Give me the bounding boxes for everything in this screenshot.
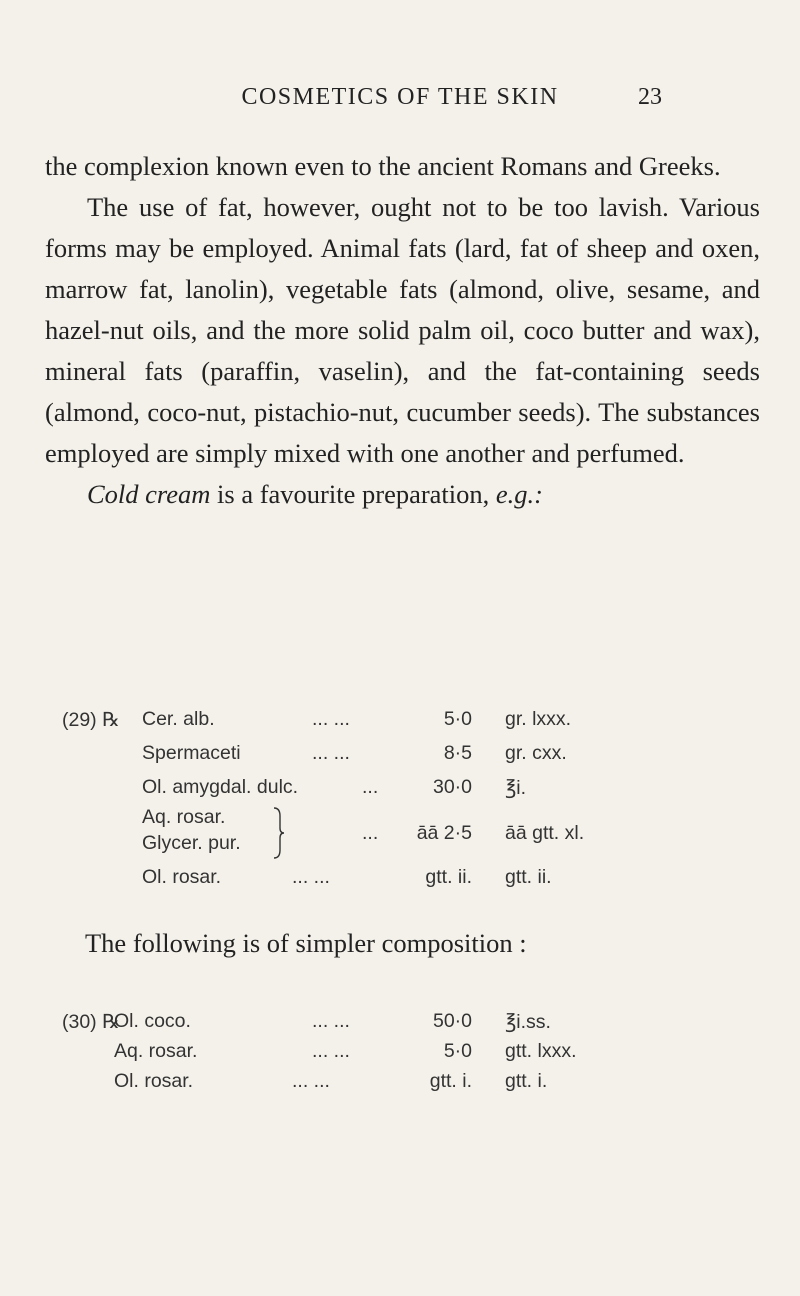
dot-leader: ... ... (312, 708, 350, 730)
apothecary-amount: gr. cxx. (505, 742, 567, 764)
ingredient: Cer. alb. (142, 708, 215, 730)
metric-amount: 50·0 (432, 1010, 472, 1032)
cold-cream-text: is a favourite preparation, (210, 479, 496, 509)
ingredient: Ol. amygdal. dulc. (142, 776, 299, 798)
ingredient: Aq. rosar. (114, 1040, 198, 1062)
recipe-row (62, 776, 762, 804)
dot-leader: ... (362, 776, 379, 798)
metric-amount: āā 2·5 (416, 822, 472, 844)
page-number: 23 (638, 84, 662, 110)
recipe-number: (30) ℞ (62, 1011, 120, 1033)
cold-cream-emphasis: Cold cream (87, 479, 211, 509)
apothecary-amount: ℥i.ss. (505, 1011, 551, 1033)
brace-bracket (272, 806, 286, 860)
metric-amount: 5·0 (443, 708, 472, 730)
dot-leader: ... (362, 822, 379, 844)
paragraph-fats: The use of fat, however, ought not to be too lavish. Various forms may be employed. Animal fats (lard, fat of sheep and oxen, marrow fat, lanolin), vegetable fats (almond, olive, sesame, and hazel-nut oils, and the more solid palm oil, coco butter and wax), mineral fats (paraffin, vaselin), and the fat-containing seeds (almond, coco-nut, pistachio-nut, cucumber seeds). The substances employed are simply mixed with one another and perfumed. (45, 192, 760, 468)
apothecary-amount: āā gtt. xl. (505, 822, 585, 844)
dot-leader: ... ... (312, 1010, 350, 1032)
recipe-row (62, 1010, 762, 1038)
metric-amount: 5·0 (443, 1040, 472, 1062)
body-text (45, 146, 760, 515)
apothecary-amount: gr. lxxx. (505, 708, 572, 730)
recipe-row (62, 1070, 762, 1098)
metric-amount: gtt. ii. (425, 866, 472, 888)
recipe-row (62, 742, 762, 770)
dot-leader: ... ... (292, 866, 330, 888)
ingredient: Ol. coco. (114, 1010, 191, 1032)
apothecary-amount: ℥i. (505, 777, 527, 799)
running-header (0, 84, 800, 124)
metric-amount: gtt. i. (429, 1070, 472, 1092)
eg-abbrev: e.g.: (495, 479, 543, 509)
ingredient: Glycer. pur. (142, 832, 241, 854)
recipe-row (62, 866, 762, 894)
transition-sentence: The following is of simpler composition : (85, 928, 527, 958)
recipe-row (62, 708, 762, 736)
dot-leader: ... ... (312, 1040, 350, 1062)
metric-amount: 30·0 (432, 776, 472, 798)
recipe-row (62, 822, 762, 860)
ingredient: Ol. rosar. (142, 866, 222, 888)
apothecary-amount: gtt. i. (505, 1070, 548, 1092)
ingredient: Spermaceti (142, 742, 241, 764)
recipe-number: (29) ℞ (62, 709, 120, 731)
dot-leader: ... ... (292, 1070, 330, 1092)
ingredient: Ol. rosar. (114, 1070, 194, 1092)
paragraph-cold-cream (45, 474, 760, 515)
apothecary-amount: gtt. ii. (505, 866, 552, 888)
apothecary-amount: gtt. lxxx. (505, 1040, 577, 1062)
paragraph-continuation: the complexion known even to the ancient Romans and Greeks. (45, 151, 721, 181)
metric-amount: 8·5 (443, 742, 472, 764)
ingredient: Aq. rosar. (142, 806, 226, 828)
dot-leader: ... ... (312, 742, 350, 764)
header-title: COSMETICS OF THE SKIN (241, 84, 559, 110)
recipe-row (62, 1040, 762, 1068)
